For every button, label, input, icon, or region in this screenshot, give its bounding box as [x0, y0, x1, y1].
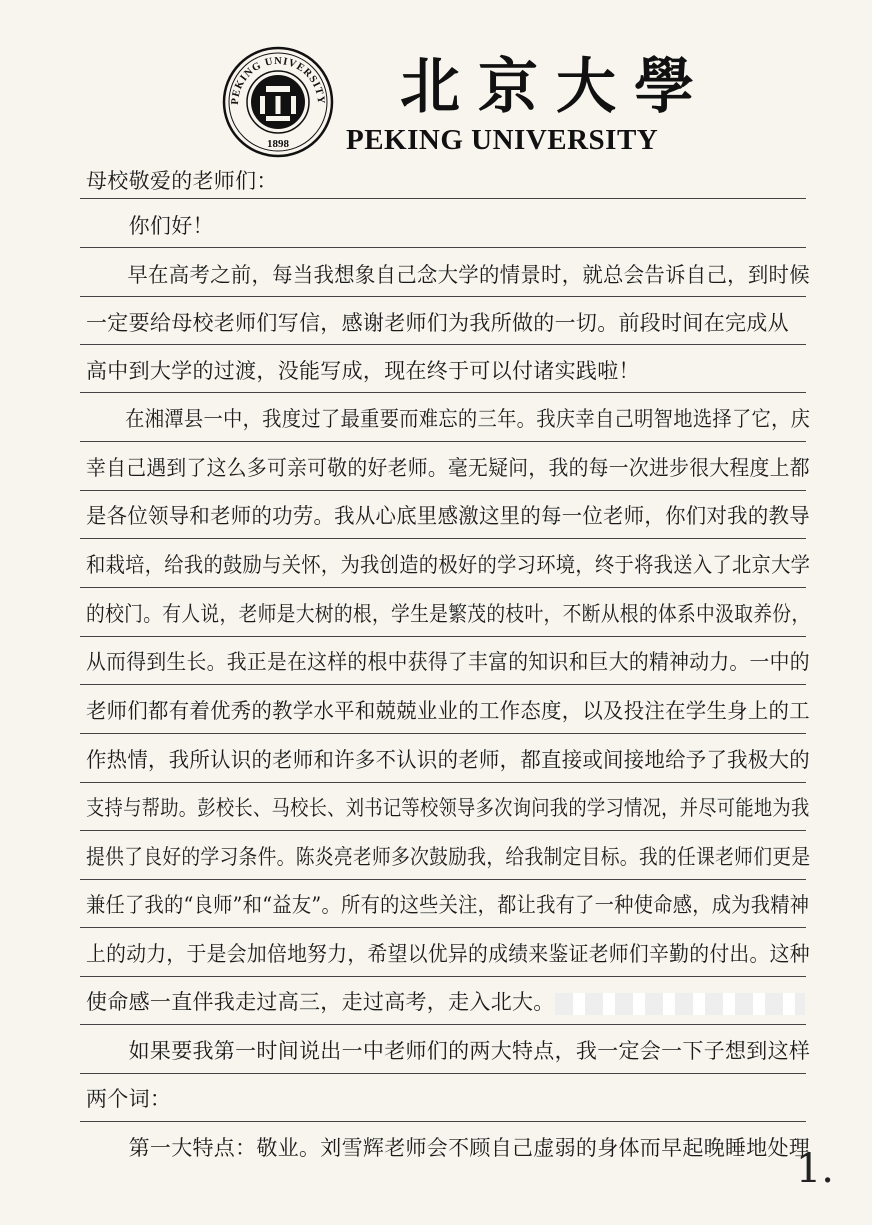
- letter-line: 如果要我第一时间说出一中老师们的两大特点，我一定会一下子想到这样: [86, 1039, 810, 1063]
- rule-line: [80, 344, 806, 345]
- letter-line-redacted: [86, 987, 810, 1017]
- letter-line: 幸自己遇到了这么多可亲可敬的好老师。毫无疑问，我的每一次进步很大程度上都: [86, 456, 810, 480]
- rule-line: [80, 733, 806, 734]
- letter-line: 兼任了我的“良师”和“益友”。所有的这些关注，都让我有了一种使命感，成为我精神: [86, 893, 810, 917]
- rule-line: [80, 296, 806, 297]
- letter-line: 和栽培，给我的鼓励与关怀，为我创造的极好的学习环境，终于将我送入了北京大学: [86, 553, 811, 577]
- letter-line: 提供了良好的学习条件。陈炎亮老师多次鼓励我，给我制定目标。我的任课老师们更是: [86, 845, 811, 869]
- page-number: 1.: [795, 1146, 834, 1192]
- letter-line: 第一大特点：敬业。刘雪辉老师会不顾自己虚弱的身体而早起晚睡地处理: [86, 1136, 810, 1160]
- rule-line: [80, 1121, 806, 1122]
- rule-line: [80, 441, 806, 442]
- letter-line: 高中到大学的过渡，没能写成，现在终于可以付诸实践啦！: [86, 359, 640, 383]
- seal-year: 1898: [267, 138, 289, 150]
- letter-line: 作热情，我所认识的老师和许多不认识的老师，都直接或间接地给予了我极大的: [86, 748, 810, 772]
- letter-line: 从而得到生长。我正是在这样的根中获得了丰富的知识和巨大的精神动力。一中的: [86, 650, 810, 674]
- rule-line: [80, 782, 806, 783]
- letter-line: 两个词：: [86, 1087, 172, 1111]
- rule-line: [80, 879, 806, 880]
- rule-line: [80, 198, 806, 199]
- rule-line: [80, 538, 806, 539]
- rule-line: [80, 1024, 806, 1025]
- letter-line-text: 使命感一直伴我走过高三，走过高考，走入北大。: [86, 990, 555, 1014]
- letter-line-greeting: 你们好！: [86, 214, 214, 238]
- letter-line: 老师们都有着优秀的教学水平和兢兢业业的工作态度，以及投注在学生身上的工: [86, 699, 810, 723]
- rule-line: [80, 927, 806, 928]
- rule-line: [80, 392, 806, 393]
- letter-line: 支持与帮助。彭校长、马校长、刘书记等校领导多次询问我的学习情况，并尽可能地为我: [86, 796, 810, 820]
- redaction-mark: [555, 993, 805, 1015]
- rule-line: [80, 830, 806, 831]
- letter-line: 的校门。有人说，老师是大树的根，学生是繁茂的枝叶，不断从根的体系中汲取养份，: [86, 602, 811, 626]
- letter-line: 早在高考之前，每当我想象自己念大学的情景时，就总会告诉自己，到时候: [86, 263, 810, 287]
- letter-line: 上的动力，于是会加倍地努力，希望以优异的成绩来鉴证老师们辛勤的付出。这种: [86, 942, 810, 966]
- letter-line-salutation: 母校敬爱的老师们：: [86, 169, 278, 193]
- university-name-chinese: 北京大學: [400, 52, 712, 122]
- rule-line: [80, 1073, 806, 1074]
- letter-line: 一定要给母校老师们写信，感谢老师们为我所做的一切。前段时间在完成从: [86, 311, 789, 335]
- rule-line: [80, 976, 806, 977]
- letter-line: 在湘潭县一中，我度过了最重要而难忘的三年。我庆幸自己明智地选择了它，庆: [86, 407, 811, 431]
- university-name-english: PEKING UNIVERSITY: [346, 124, 659, 156]
- rule-line: [80, 490, 806, 491]
- rule-line: [80, 247, 806, 248]
- rule-line: [80, 587, 806, 588]
- rule-line: [80, 684, 806, 685]
- rule-line: [80, 636, 806, 637]
- letter-line: 是各位领导和老师的功劳。我从心底里感激这里的每一位老师，你们对我的教导: [86, 504, 810, 528]
- seal-text: PEKING UNIVERSITY: [229, 55, 327, 106]
